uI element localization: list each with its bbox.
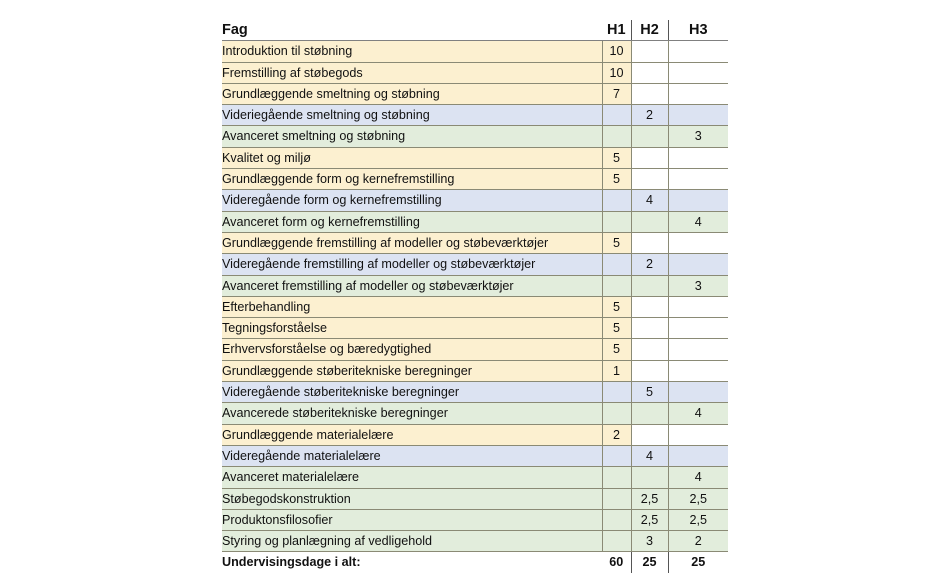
value-cell-h3: 4 bbox=[668, 403, 728, 424]
table-row bbox=[222, 360, 728, 381]
table-header bbox=[222, 20, 728, 41]
subject-cell: Videregående form og kernefremstilling bbox=[222, 190, 602, 211]
value-cell-h1: 1 bbox=[602, 360, 631, 381]
table-row bbox=[222, 275, 728, 296]
table-row bbox=[222, 339, 728, 360]
subject-cell: Avanceret fremstilling af modeller og støbeværktøjer bbox=[222, 275, 602, 296]
value-cell-h3 bbox=[668, 296, 728, 317]
value-cell-h2: 4 bbox=[631, 190, 668, 211]
table-row bbox=[222, 211, 728, 232]
value-cell-h2 bbox=[631, 83, 668, 104]
value-cell-h2: 4 bbox=[631, 445, 668, 466]
value-cell-h1 bbox=[602, 190, 631, 211]
value-cell-h1: 5 bbox=[602, 147, 631, 168]
value-cell-h2: 2,5 bbox=[631, 488, 668, 509]
table-body bbox=[222, 41, 728, 552]
column-header-h2: H2 bbox=[631, 20, 668, 41]
value-cell-h3 bbox=[668, 147, 728, 168]
value-cell-h2 bbox=[631, 147, 668, 168]
value-cell-h2 bbox=[631, 339, 668, 360]
table-row bbox=[222, 424, 728, 445]
subject-cell: Tegningsforståelse bbox=[222, 318, 602, 339]
subject-cell: Grundlæggende fremstilling af modeller og støbeværktøjer bbox=[222, 232, 602, 253]
subject-cell: Avancerede støberitekniske beregninger bbox=[222, 403, 602, 424]
value-cell-h3 bbox=[668, 339, 728, 360]
column-header-h1: H1 bbox=[602, 20, 631, 41]
value-cell-h1 bbox=[602, 445, 631, 466]
value-cell-h3 bbox=[668, 105, 728, 126]
value-cell-h3 bbox=[668, 169, 728, 190]
table-row bbox=[222, 488, 728, 509]
value-cell-h3: 2 bbox=[668, 531, 728, 552]
total-value-h2: 25 bbox=[631, 552, 668, 573]
value-cell-h1: 7 bbox=[602, 83, 631, 104]
table-row bbox=[222, 254, 728, 275]
table-row bbox=[222, 232, 728, 253]
subject-cell: Avanceret form og kernefremstilling bbox=[222, 211, 602, 232]
table-row bbox=[222, 403, 728, 424]
subject-cell: Videregående fremstilling af modeller og støbeværktøjer bbox=[222, 254, 602, 275]
value-cell-h2: 2 bbox=[631, 105, 668, 126]
value-cell-h3 bbox=[668, 190, 728, 211]
column-header-fag: Fag bbox=[222, 20, 602, 41]
value-cell-h1: 5 bbox=[602, 232, 631, 253]
value-cell-h1 bbox=[602, 275, 631, 296]
value-cell-h2 bbox=[631, 296, 668, 317]
subject-cell: Videregående materialelære bbox=[222, 445, 602, 466]
table-row bbox=[222, 105, 728, 126]
value-cell-h2: 5 bbox=[631, 382, 668, 403]
curriculum-table bbox=[222, 20, 728, 573]
subject-cell: Grundlæggende smeltning og støbning bbox=[222, 83, 602, 104]
value-cell-h1: 10 bbox=[602, 62, 631, 83]
value-cell-h3 bbox=[668, 62, 728, 83]
value-cell-h2 bbox=[631, 275, 668, 296]
value-cell-h3 bbox=[668, 318, 728, 339]
table-row bbox=[222, 190, 728, 211]
value-cell-h1 bbox=[602, 509, 631, 530]
column-header-h3: H3 bbox=[668, 20, 728, 41]
value-cell-h1: 5 bbox=[602, 339, 631, 360]
value-cell-h2: 3 bbox=[631, 531, 668, 552]
table-row bbox=[222, 382, 728, 403]
value-cell-h1 bbox=[602, 254, 631, 275]
value-cell-h1 bbox=[602, 382, 631, 403]
total-value-h1: 60 bbox=[602, 552, 631, 573]
table-row bbox=[222, 296, 728, 317]
value-cell-h2 bbox=[631, 467, 668, 488]
table-row bbox=[222, 445, 728, 466]
table-row bbox=[222, 318, 728, 339]
value-cell-h3: 2,5 bbox=[668, 509, 728, 530]
total-label: Undervisingsdage i alt: bbox=[222, 552, 602, 573]
value-cell-h1 bbox=[602, 105, 631, 126]
subject-cell: Videregående støberitekniske beregninger bbox=[222, 382, 602, 403]
table-row bbox=[222, 126, 728, 147]
value-cell-h3: 4 bbox=[668, 211, 728, 232]
value-cell-h3 bbox=[668, 232, 728, 253]
table-row bbox=[222, 531, 728, 552]
value-cell-h2 bbox=[631, 62, 668, 83]
subject-cell: Kvalitet og miljø bbox=[222, 147, 602, 168]
table-row bbox=[222, 62, 728, 83]
value-cell-h2 bbox=[631, 318, 668, 339]
value-cell-h1 bbox=[602, 467, 631, 488]
value-cell-h3: 2,5 bbox=[668, 488, 728, 509]
value-cell-h2: 2,5 bbox=[631, 509, 668, 530]
value-cell-h2 bbox=[631, 232, 668, 253]
table-row bbox=[222, 41, 728, 62]
value-cell-h2: 2 bbox=[631, 254, 668, 275]
table-row bbox=[222, 467, 728, 488]
subject-cell: Grundlæggende form og kernefremstilling bbox=[222, 169, 602, 190]
subject-cell: Videriegående smeltning og støbning bbox=[222, 105, 602, 126]
value-cell-h3: 3 bbox=[668, 126, 728, 147]
value-cell-h2 bbox=[631, 424, 668, 445]
header-row bbox=[222, 20, 728, 41]
value-cell-h3 bbox=[668, 41, 728, 62]
value-cell-h1: 10 bbox=[602, 41, 631, 62]
value-cell-h1 bbox=[602, 211, 631, 232]
value-cell-h3 bbox=[668, 445, 728, 466]
value-cell-h3: 3 bbox=[668, 275, 728, 296]
value-cell-h2 bbox=[631, 169, 668, 190]
value-cell-h1: 5 bbox=[602, 296, 631, 317]
table-row bbox=[222, 147, 728, 168]
value-cell-h1 bbox=[602, 403, 631, 424]
value-cell-h3 bbox=[668, 83, 728, 104]
value-cell-h1: 2 bbox=[602, 424, 631, 445]
value-cell-h1 bbox=[602, 488, 631, 509]
table-row bbox=[222, 509, 728, 530]
subject-cell: Styring og planlægning af vedligehold bbox=[222, 531, 602, 552]
value-cell-h3 bbox=[668, 360, 728, 381]
table-row bbox=[222, 169, 728, 190]
subject-cell: Støbegodskonstruktion bbox=[222, 488, 602, 509]
value-cell-h3 bbox=[668, 382, 728, 403]
table-footer bbox=[222, 552, 728, 573]
table-row bbox=[222, 83, 728, 104]
total-value-h3: 25 bbox=[668, 552, 728, 573]
value-cell-h1: 5 bbox=[602, 318, 631, 339]
value-cell-h3 bbox=[668, 254, 728, 275]
subject-cell: Erhvervsforståelse og bæredygtighed bbox=[222, 339, 602, 360]
subject-cell: Produktonsfilosofier bbox=[222, 509, 602, 530]
value-cell-h2 bbox=[631, 360, 668, 381]
subject-cell: Fremstilling af støbegods bbox=[222, 62, 602, 83]
subject-cell: Grundlæggende materialelære bbox=[222, 424, 602, 445]
value-cell-h1: 5 bbox=[602, 169, 631, 190]
value-cell-h3 bbox=[668, 424, 728, 445]
value-cell-h2 bbox=[631, 126, 668, 147]
subject-cell: Grundlæggende støberitekniske beregninger bbox=[222, 360, 602, 381]
value-cell-h3: 4 bbox=[668, 467, 728, 488]
subject-cell: Avanceret materialelære bbox=[222, 467, 602, 488]
subject-cell: Efterbehandling bbox=[222, 296, 602, 317]
subject-cell: Introduktion til støbning bbox=[222, 41, 602, 62]
total-row bbox=[222, 552, 728, 573]
value-cell-h2 bbox=[631, 41, 668, 62]
value-cell-h2 bbox=[631, 211, 668, 232]
value-cell-h1 bbox=[602, 531, 631, 552]
value-cell-h1 bbox=[602, 126, 631, 147]
subject-cell: Avanceret smeltning og støbning bbox=[222, 126, 602, 147]
value-cell-h2 bbox=[631, 403, 668, 424]
